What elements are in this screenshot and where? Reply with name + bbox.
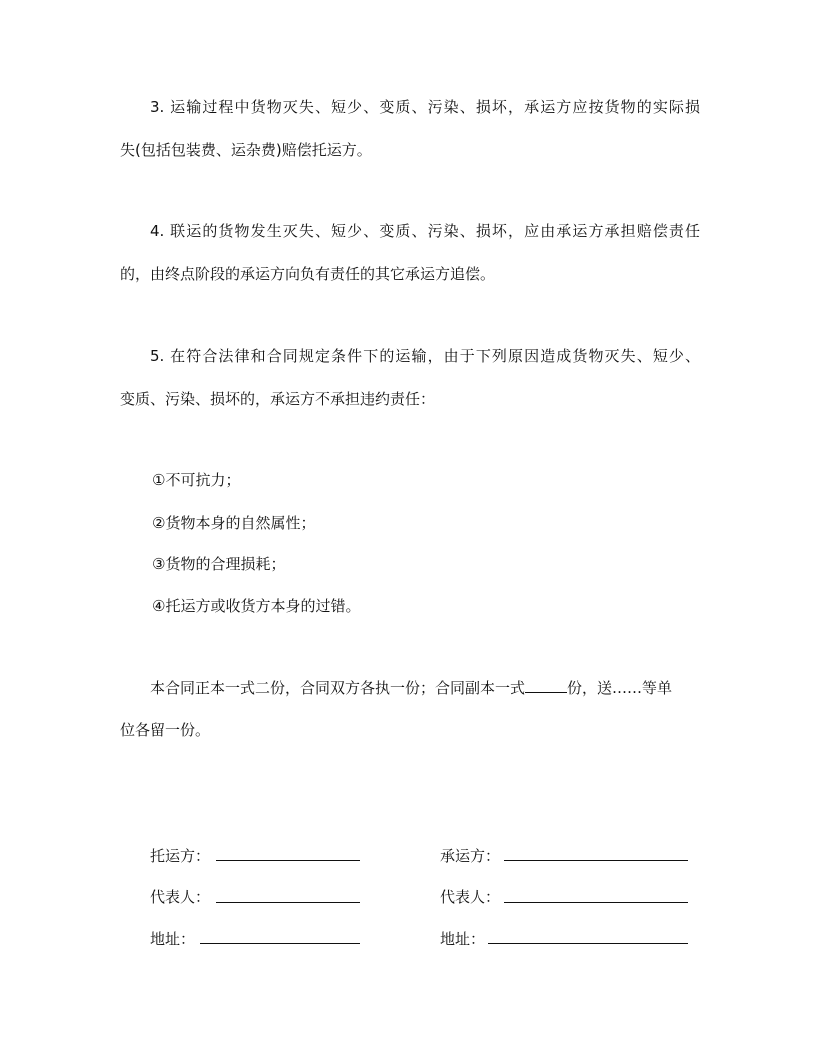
shipper-label: 托运方： bbox=[150, 847, 211, 865]
shipper-signature-line[interactable] bbox=[216, 860, 360, 861]
carrier-label: 承运方： bbox=[440, 847, 501, 865]
exemption-item-4: ④托运方或收货方本身的过错。 bbox=[152, 597, 361, 615]
clause-5-line-2: 变质、污染、损坏的，承运方不承担违约责任： bbox=[120, 390, 436, 408]
shipper-address-line[interactable] bbox=[200, 943, 360, 944]
carrier-address-label: 地址： bbox=[440, 930, 486, 948]
carrier-rep-label: 代表人： bbox=[440, 888, 501, 906]
copies-text-part-1: 本合同正本一式二份，合同双方各执一份；合同副本一式 bbox=[150, 679, 526, 697]
carrier-rep-signature-line[interactable] bbox=[504, 902, 688, 903]
clause-5-line-1: 5. 在符合法律和合同规定条件下的运输，由于下列原因造成货物灭失、短少、 bbox=[150, 347, 700, 365]
clause-4-line-1: 4. 联运的货物发生灭失、短少、变质、污染、损坏，应由承运方承担赔偿责任 bbox=[150, 222, 700, 240]
shipper-address-label: 地址： bbox=[150, 930, 196, 948]
carrier-address-line[interactable] bbox=[488, 943, 688, 944]
shipper-rep-label: 代表人： bbox=[150, 888, 211, 906]
exemption-item-1: ①不可抗力； bbox=[152, 471, 241, 489]
carrier-signature-line[interactable] bbox=[504, 860, 688, 861]
clause-3-line-1: 3. 运输过程中货物灭失、短少、变质、污染、损坏，承运方应按货物的实际损 bbox=[150, 98, 700, 116]
copies-count-blank[interactable] bbox=[525, 678, 567, 693]
shipper-rep-signature-line[interactable] bbox=[216, 902, 360, 903]
clause-3-line-2: 失(包括包装费、运杂费)赔偿托运方。 bbox=[120, 141, 372, 159]
copies-line-1 bbox=[150, 677, 700, 699]
copies-text-part-2: 份，送……等单 bbox=[567, 679, 673, 697]
exemption-item-2: ②货物本身的自然属性； bbox=[152, 514, 316, 532]
clause-4-line-2: 的，由终点阶段的承运方向负有责任的其它承运方追偿。 bbox=[120, 265, 496, 283]
copies-line-2: 位各留一份。 bbox=[120, 721, 211, 739]
exemption-item-3: ③货物的合理损耗； bbox=[152, 555, 286, 573]
